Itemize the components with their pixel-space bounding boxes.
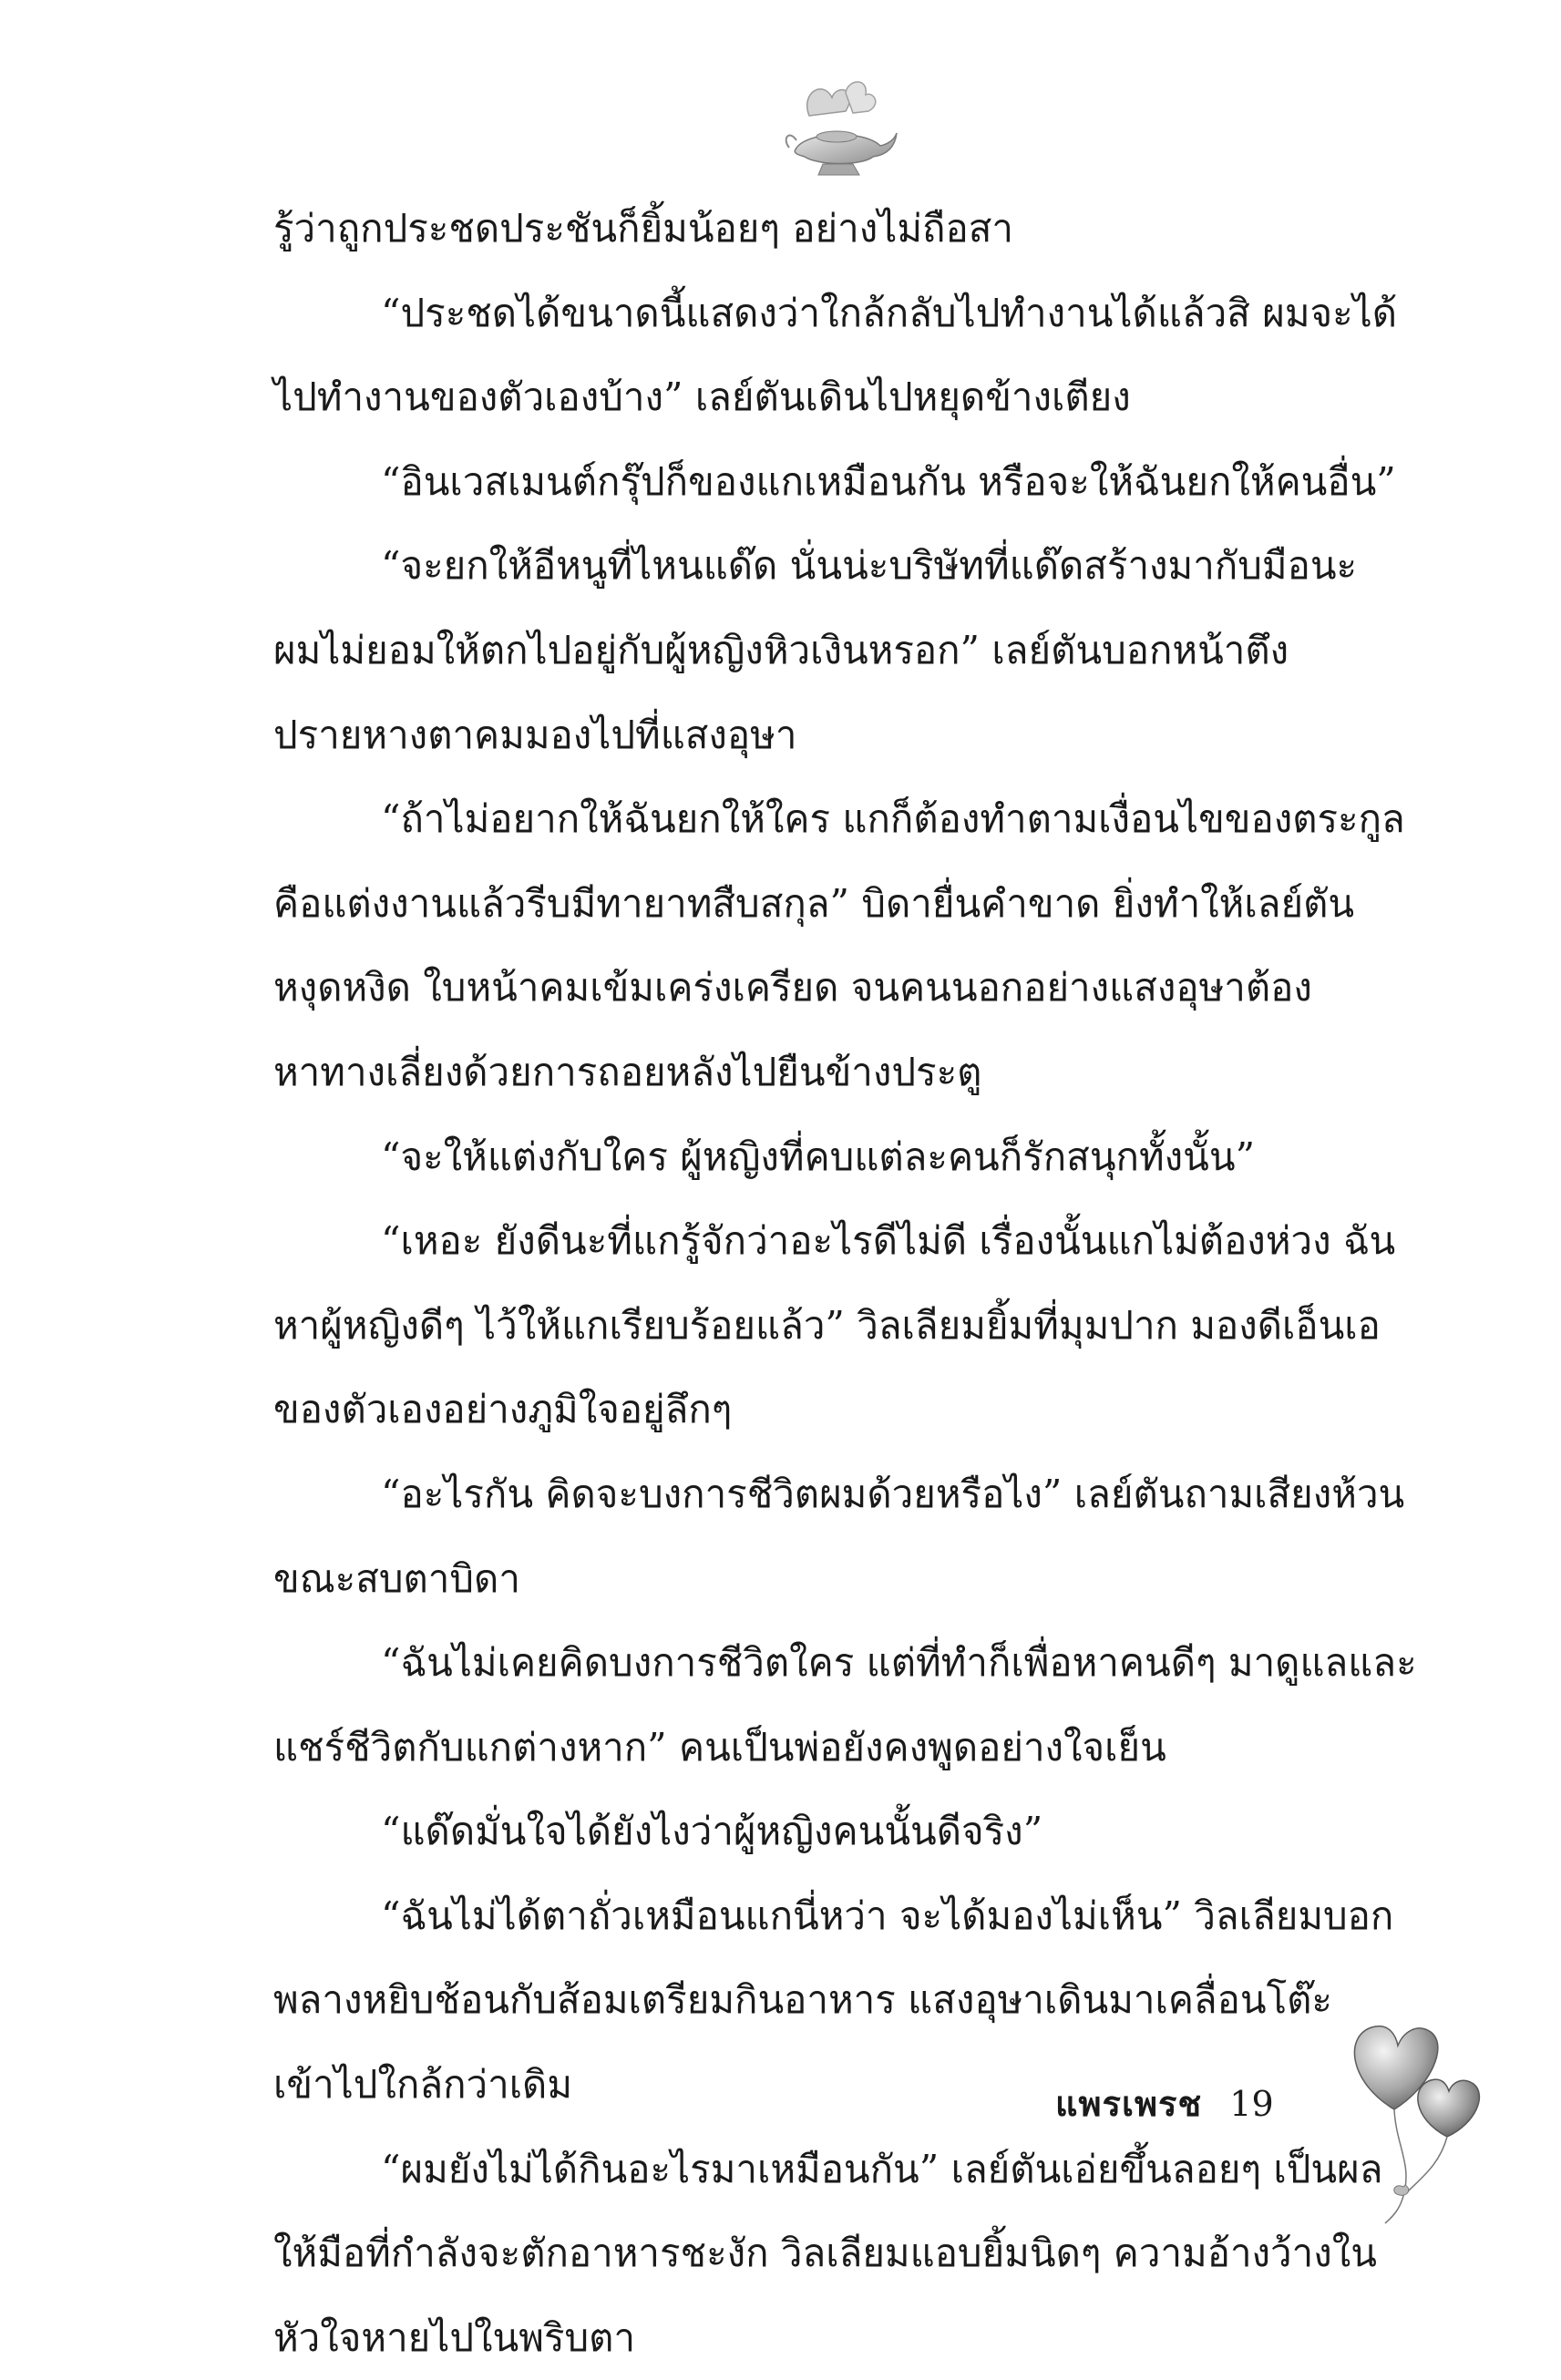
text-line: “ฉันไม่เคยคิดบงการชีวิตใคร แต่ที่ทำก็เพื่อหาคนดีๆ มาดูแลและ xyxy=(381,1640,1417,1686)
text-line: “อินเวสเมนต์กรุ๊ปก็ของแกเหมือนกัน หรือจะให้ฉันยกให้คนอื่น” xyxy=(381,458,1396,504)
text-line: “ฉันไม่ได้ตาถั่วเหมือนแกนี่หว่า จะได้มองไม่เห็น” วิลเลียมบอก xyxy=(381,1893,1394,1938)
text-line: หาผู้หญิงดีๆ ไว้ให้แกเรียบร้อยแล้ว” วิลเลียมยิ้มที่มุมปาก มองดีเอ็นเอ xyxy=(273,1302,1381,1348)
text-line: พลางหยิบช้อนกับส้อมเตรียมกินอาหาร แสงอุษาเดินมาเคลื่อนโต๊ะ xyxy=(273,1977,1332,2023)
text-line: หงุดหงิด ใบหน้าคมเข้มเคร่งเครียด จนคนนอกอย่างแสงอุษาต้อง xyxy=(273,965,1312,1010)
lamp-with-hearts-icon xyxy=(782,66,900,184)
text-line: “ผมยังไม่ได้กินอะไรมาเหมือนกัน” เลย์ตันเอ่ยขึ้นลอยๆ เป็นผล xyxy=(381,2146,1383,2191)
page-body xyxy=(273,187,1417,2380)
text-line: ผมไม่ยอมให้ตกไปอยู่กับผู้หญิงหิวเงินหรอก” เลย์ตันบอกหน้าตึง xyxy=(273,627,1289,672)
text-line: “จะให้แต่งกับใคร ผู้หญิงที่คบแต่ละคนก็รักสนุกทั้งนั้น” xyxy=(381,1134,1256,1179)
text-line: “ถ้าไม่อยากให้ฉันยกให้ใคร แกก็ต้องทำตามเงื่อนไขของตระกูล xyxy=(381,796,1405,842)
text-line: ไปทำงานของตัวเองบ้าง” เลย์ตันเดินไปหยุดข้างเตียง xyxy=(273,374,1131,420)
text-line: รู้ว่าถูกประชดประชันก็ยิ้มน้อยๆ อย่างไม่ถือสา xyxy=(273,206,1013,251)
text-line: ปรายหางตาคมมองไปที่แสงอุษา xyxy=(273,712,797,757)
text-line: “เหอะ ยังดีนะที่แกรู้จักว่าอะไรดีไม่ดี เรื่องนั้นแกไม่ต้องห่วง ฉัน xyxy=(381,1218,1396,1264)
text-line: “อะไรกัน คิดจะบงการชีวิตผมด้วยหรือไง” เลย์ตันถามเสียงห้วน xyxy=(381,1471,1405,1516)
text-line: คือแต่งงานแล้วรีบมีทายาทสืบสกุล” บิดายื่นคำขาด ยิ่งทำให้เลย์ตัน xyxy=(273,880,1355,926)
heart-balloons-icon xyxy=(1340,2000,1494,2228)
text-line: เข้าไปใกล้กว่าเดิม xyxy=(273,2062,573,2108)
text-line: ขณะสบตาบิดา xyxy=(273,1555,520,1601)
text-line: “แด๊ดมั่นใจได้ยังไงว่าผู้หญิงคนนั้นดีจริง” xyxy=(381,1809,1043,1854)
text-line: แชร์ชีวิตกับแกต่างหาก” คนเป็นพ่อยังคงพูดอย่างใจเย็น xyxy=(273,1724,1166,1770)
book-title: แพรเพรช xyxy=(1055,2084,1203,2124)
text-line: “จะยกให้อีหนูที่ไหนแด๊ด นั่นน่ะบริษัทที่แด๊ดสร้างมากับมือนะ xyxy=(381,543,1358,589)
text-line: หัวใจหายไปในพริบตา xyxy=(273,2314,636,2360)
text-line: ของตัวเองอย่างภูมิใจอยู่ลึกๆ xyxy=(273,1387,733,1432)
page-footer xyxy=(1055,2076,1274,2131)
text-line: “ประชดได้ขนาดนี้แสดงว่าใกล้กลับไปทำงานได้แล้วสิ ผมจะได้ xyxy=(381,290,1398,335)
text-line: หาทางเลี่ยงด้วยการถอยหลังไปยืนข้างประตู xyxy=(273,1049,982,1094)
page-number: 19 xyxy=(1229,2084,1274,2124)
text-line: ให้มือที่กำลังจะตักอาหารชะงัก วิลเลียมแอบยิ้มนิดๆ ความอ้างว้างใน xyxy=(273,2231,1377,2276)
